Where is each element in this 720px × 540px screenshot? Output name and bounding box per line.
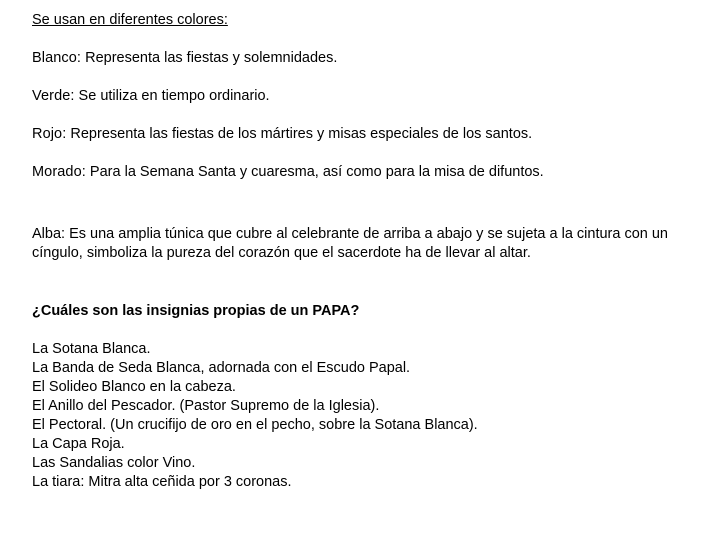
- color-term: Morado:: [32, 164, 86, 180]
- color-description: Representa las fiestas y solemnidades.: [81, 50, 338, 66]
- list-item: La tiara: Mitra alta ceñida por 3 coronas.: [32, 474, 292, 490]
- list-item: La Capa Roja.: [32, 436, 125, 452]
- color-term: Blanco:: [32, 50, 82, 66]
- alba-term: Alba:: [32, 226, 66, 242]
- list-item: La Sotana Blanca.: [32, 341, 151, 357]
- color-item-rojo: [32, 125, 532, 144]
- color-description: Se utiliza en tiempo ordinario.: [74, 88, 270, 104]
- color-term: Verde:: [32, 88, 75, 104]
- insignias-list: [32, 340, 478, 492]
- color-item-verde: [32, 87, 270, 106]
- color-item-blanco: [32, 49, 337, 68]
- color-term: Rojo:: [32, 126, 67, 142]
- list-item: Las Sandalias color Vino.: [32, 455, 196, 471]
- color-description: Representa las fiestas de los mártires y misas especiales de los santos.: [66, 126, 533, 142]
- alba-description: Es una amplia túnica que cubre al celebrante de arriba a abajo y se sujeta a la cintura con un cíngulo, simboliza la pureza del corazón que el sacerdote ha de llevar al altar.: [32, 226, 668, 261]
- colors-heading: Se usan en diferentes colores:: [32, 12, 228, 28]
- insignias-question: ¿Cuáles son las insignias propias de un PAPA?: [32, 303, 360, 319]
- list-item: El Solideo Blanco en la cabeza.: [32, 379, 236, 395]
- alba-paragraph: [32, 225, 692, 263]
- list-item: El Anillo del Pescador. (Pastor Supremo de la Iglesia).: [32, 398, 380, 414]
- list-item: El Pectoral. (Un crucifijo de oro en el pecho, sobre la Sotana Blanca).: [32, 417, 478, 433]
- color-item-morado: [32, 163, 544, 182]
- list-item: La Banda de Seda Blanca, adornada con el Escudo Papal.: [32, 360, 411, 376]
- color-description: Para la Semana Santa y cuaresma, así como para la misa de difuntos.: [85, 164, 544, 180]
